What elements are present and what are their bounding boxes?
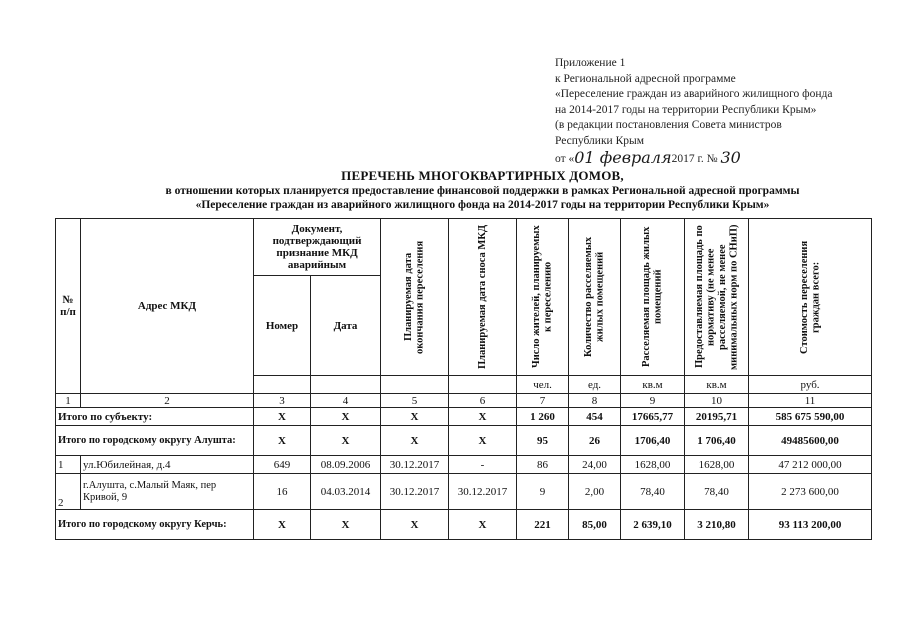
cell: - — [449, 456, 517, 474]
cell: 86 — [517, 456, 569, 474]
col-number: 6 — [449, 394, 517, 408]
header-premises-count-text: Количество расселяемых жилых помещений — [583, 236, 606, 358]
title-main: ПЕРЕЧЕНЬ МНОГОКВАРТИРНЫХ ДОМОВ, — [341, 168, 624, 183]
cell: X — [254, 426, 311, 456]
appendix-date-line — [555, 149, 900, 168]
document-title — [60, 168, 905, 212]
cell: 24,00 — [569, 456, 621, 474]
cell: 30.12.2017 — [381, 456, 449, 474]
col-number: 3 — [254, 394, 311, 408]
appendix-block — [555, 56, 900, 168]
cell: X — [311, 510, 381, 540]
header-area-provided — [685, 219, 749, 376]
row-label: Итого по городскому округу Керчь: — [56, 510, 254, 540]
title-sub: в отношении которых планируется предоставление финансовой поддержки в рамках Региональной адресной программы — [165, 185, 800, 197]
col-number: 9 — [621, 394, 685, 408]
row-label: Итого по субъекту: — [56, 408, 254, 426]
col-number: 8 — [569, 394, 621, 408]
header-premises-count — [569, 219, 621, 376]
units-empty-4 — [311, 376, 381, 394]
col-number: 1 — [56, 394, 81, 408]
col-number: 4 — [311, 394, 381, 408]
cell: X — [311, 426, 381, 456]
table-row-total-kerch — [56, 510, 872, 540]
unit-residents: чел. — [517, 376, 569, 394]
cell: X — [449, 510, 517, 540]
table-row — [56, 456, 872, 474]
header-area-resettled-text: Расселяемая площадь жилых помещений — [641, 226, 664, 368]
table-row-total-alushta — [56, 426, 872, 456]
header-doc-number: Номер — [254, 276, 311, 376]
cell: X — [381, 408, 449, 426]
header-planned-demolition — [449, 219, 517, 376]
handwritten-number: 30 — [720, 148, 741, 167]
col-number: 10 — [685, 394, 749, 408]
units-empty-5 — [381, 376, 449, 394]
cell: 1 706,40 — [685, 426, 749, 456]
row-number: 1 — [56, 456, 81, 474]
header-address: Адрес МКД — [81, 219, 254, 394]
appendix-line-2: к Региональной адресной программе — [555, 72, 736, 85]
header-area-provided-text: Предоставляемая площадь по нормативу (не менее расселяемой, не менее минимальных норм по СНиП) — [693, 224, 740, 370]
col-number: 11 — [749, 394, 872, 408]
header-cost — [749, 219, 872, 376]
header-document: Документ, подтверждающий признание МКД аварийным — [254, 219, 381, 276]
unit-cost: руб. — [749, 376, 872, 394]
cell: X — [381, 426, 449, 456]
cell: 585 675 590,00 — [749, 408, 872, 426]
table-row — [56, 474, 872, 510]
appendix-line-1: Приложение 1 — [555, 57, 626, 69]
cell: X — [449, 426, 517, 456]
column-numbers-row — [56, 394, 872, 408]
title-program: «Переселение граждан из аварийного жилищного фонда на 2014-2017 годы на территории Республики Крым» — [195, 199, 770, 211]
header-num: № п/п — [56, 219, 81, 394]
appendix-line-6: Республики Крым — [555, 134, 644, 147]
cell: 1628,00 — [685, 456, 749, 474]
table-row-total-subject — [56, 408, 872, 426]
cell: 1 260 — [517, 408, 569, 426]
cell: X — [449, 408, 517, 426]
row-address: ул.Юбилейная, д.4 — [81, 456, 254, 474]
cell: 93 113 200,00 — [749, 510, 872, 540]
date-year: 2017 г. № — [671, 153, 718, 165]
appendix-line-3: «Переселение граждан из аварийного жилищного фонда — [555, 88, 833, 100]
date-prefix: от « — [555, 153, 575, 165]
cell: X — [254, 408, 311, 426]
unit-premises: ед. — [569, 376, 621, 394]
row-address: г.Алушта, с.Малый Маяк, пер Кривой, 9 — [81, 474, 254, 510]
header-planned-demolition-text: Планируемая дата сноса МКД — [476, 224, 488, 370]
appendix-line-4: на 2014-2017 годы на территории Республики Крым» — [555, 103, 817, 116]
units-empty-6 — [449, 376, 517, 394]
cell: 9 — [517, 474, 569, 510]
cell: X — [311, 408, 381, 426]
appendix-line-5: (в редакции постановления Совета министров — [555, 119, 782, 131]
row-label: Итого по городскому округу Алушта: — [56, 426, 254, 456]
cell: 1628,00 — [621, 456, 685, 474]
cell: 30.12.2017 — [449, 474, 517, 510]
unit-area-provided: кв.м — [685, 376, 749, 394]
units-empty-3 — [254, 376, 311, 394]
cell: 30.12.2017 — [381, 474, 449, 510]
cell: 78,40 — [621, 474, 685, 510]
cell: 20195,71 — [685, 408, 749, 426]
cell: 04.03.2014 — [311, 474, 381, 510]
header-area-resettled — [621, 219, 685, 376]
cell: 2,00 — [569, 474, 621, 510]
header-planned-end — [381, 219, 449, 376]
houses-table — [55, 218, 872, 540]
col-number: 7 — [517, 394, 569, 408]
header-residents — [517, 219, 569, 376]
cell: 454 — [569, 408, 621, 426]
cell: 16 — [254, 474, 311, 510]
cell: 3 210,80 — [685, 510, 749, 540]
cell: 2 639,10 — [621, 510, 685, 540]
cell: 47 212 000,00 — [749, 456, 872, 474]
cell: 649 — [254, 456, 311, 474]
unit-area-resettled: кв.м — [621, 376, 685, 394]
cell: 08.09.2006 — [311, 456, 381, 474]
cell: X — [254, 510, 311, 540]
cell: 2 273 600,00 — [749, 474, 872, 510]
col-number: 5 — [381, 394, 449, 408]
row-number: 2 — [56, 474, 81, 510]
col-number: 2 — [81, 394, 254, 408]
header-row-1 — [56, 219, 872, 276]
cell: 221 — [517, 510, 569, 540]
header-residents-text: Число жителей, планируемых к переселению — [531, 225, 554, 369]
cell: 85,00 — [569, 510, 621, 540]
cell: 26 — [569, 426, 621, 456]
cell: 95 — [517, 426, 569, 456]
header-cost-text: Стоимость переселения граждан всего: — [798, 240, 822, 354]
cell: 49485600,00 — [749, 426, 872, 456]
cell: 78,40 — [685, 474, 749, 510]
handwritten-date: 01 февраля — [574, 148, 672, 167]
header-planned-end-text: Планируемая дата окончания переселения — [403, 240, 426, 354]
header-doc-date: Дата — [311, 276, 381, 376]
cell: X — [381, 510, 449, 540]
cell: 1706,40 — [621, 426, 685, 456]
cell: 17665,77 — [621, 408, 685, 426]
